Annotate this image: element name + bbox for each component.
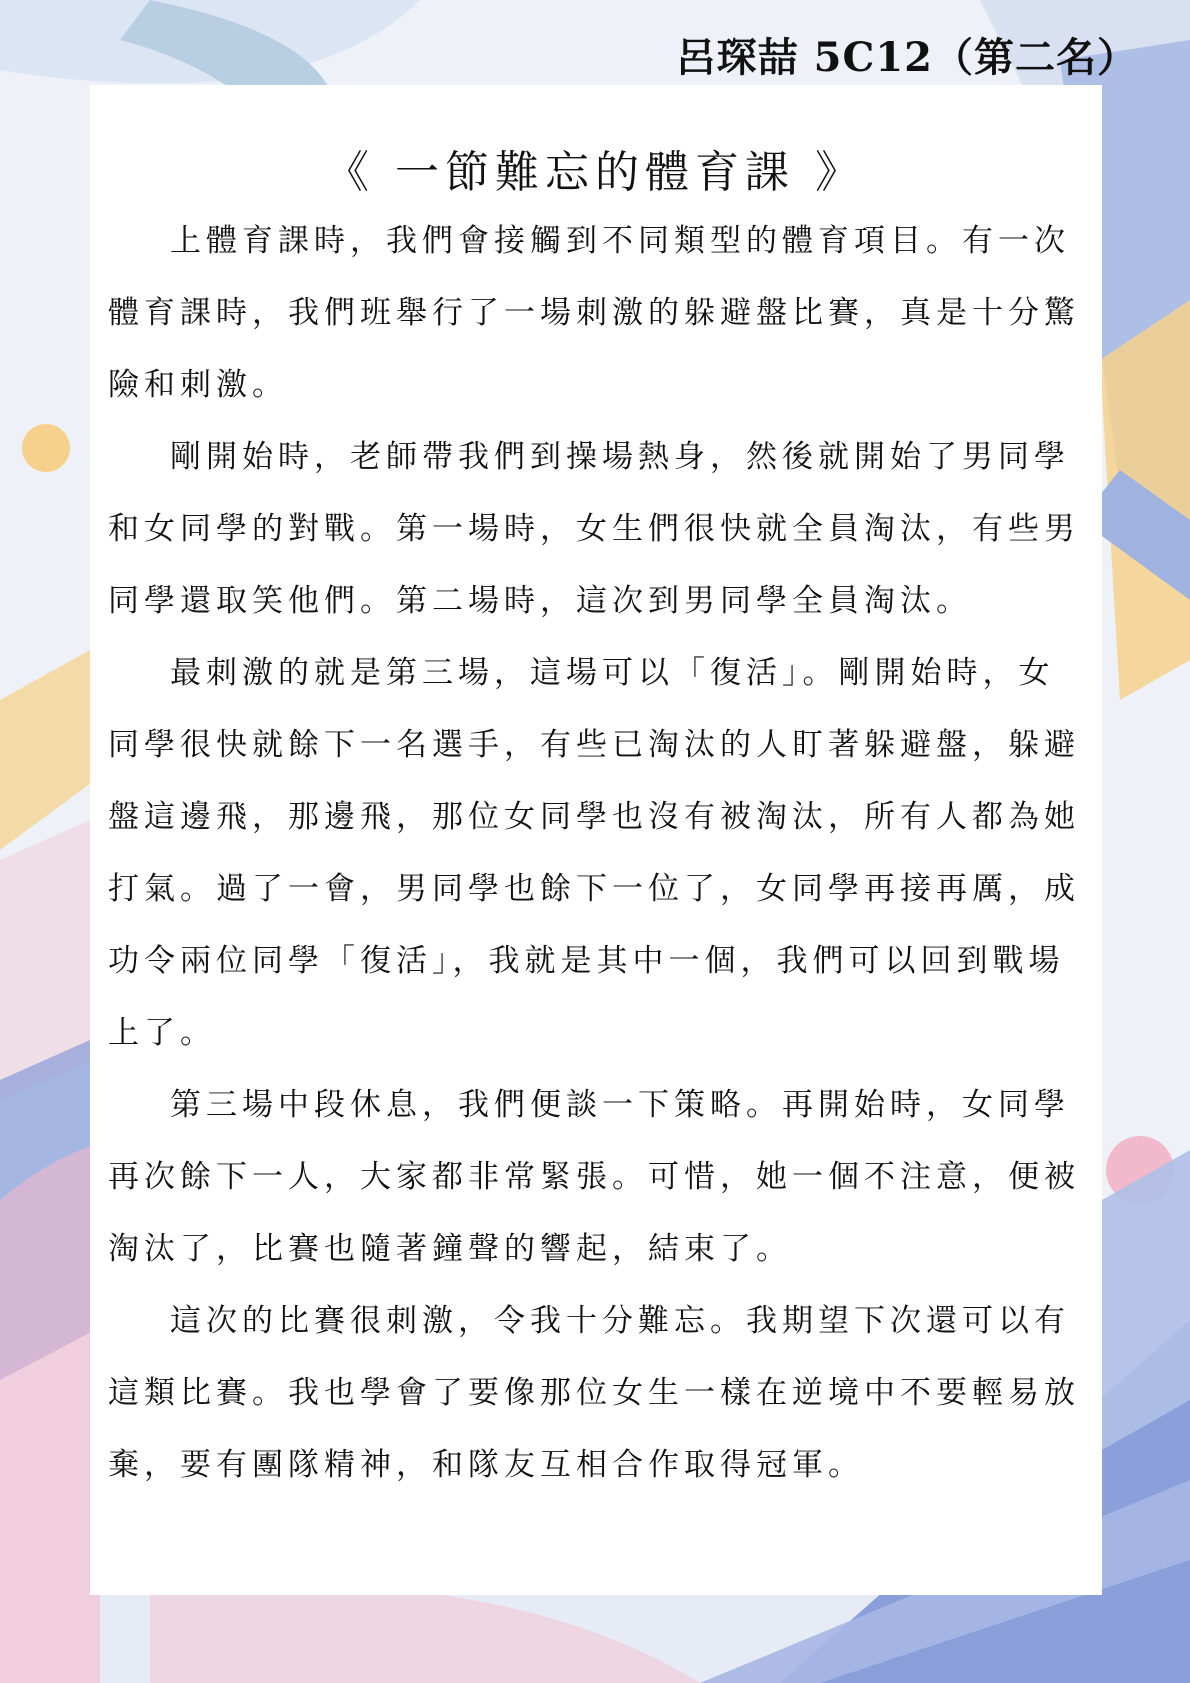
author-label: 呂琛喆 5C12（第二名） [675,34,1138,81]
essay-body [108,205,1088,1501]
essay-paragraph: 上體育課時，我們會接觸到不同類型的體育項目。有一次體育課時，我們班舉行了一場刺激的躲避盤比賽，真是十分驚險和刺激。 [108,223,1080,403]
essay-paragraph: 最刺激的就是第三場，這場可以「復活」。剛開始時，女同學很快就餘下一名選手，有些已淘汰的人盯著躲避盤，躲避盤這邊飛，那邊飛，那位女同學也沒有被淘汰，所有人都為她打氣。過了一會，男同學也餘下一位了，女同學再接再厲，成功令兩位同學「復活」，我就是其中一個，我們可以回到戰場上了。 [108,655,1080,1051]
essay-paragraph: 剛開始時，老師帶我們到操場熱身，然後就開始了男同學和女同學的對戰。第一場時，女生們很快就全員淘汰，有些男同學還取笑他們。第二場時，這次到男同學全員淘汰。 [108,439,1080,619]
essay-paragraph: 第三場中段休息，我們便談一下策略。再開始時，女同學再次餘下一人，大家都非常緊張。可惜，她一個不注意，便被淘汰了，比賽也隨著鐘聲的響起，結束了。 [108,1087,1080,1267]
essay-paragraph: 這次的比賽很刺激，令我十分難忘。我期望下次還可以有這類比賽。我也學會了要像那位女生一樣在逆境中不要輕易放棄，要有團隊精神，和隊友互相合作取得冠軍。 [108,1303,1080,1483]
essay-title: 《 一節難忘的體育課 》 [325,147,865,198]
